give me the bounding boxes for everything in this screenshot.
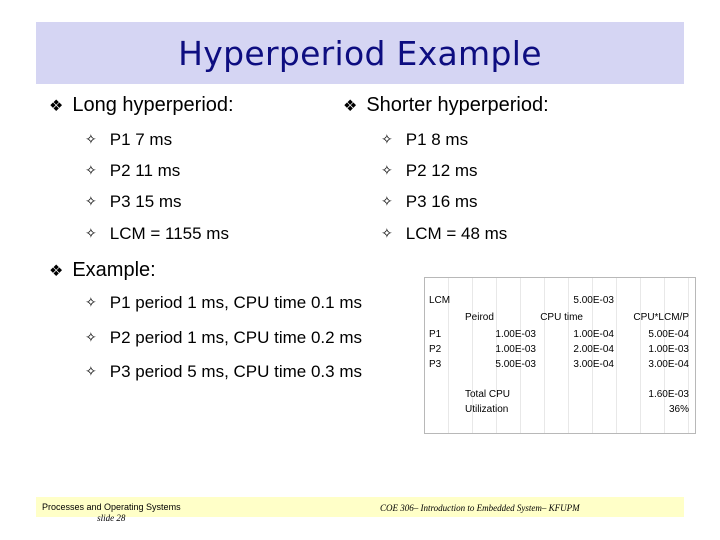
product-value: 5.00E-04	[648, 329, 689, 340]
long-hyperperiod-heading	[49, 94, 234, 117]
spreadsheet-table	[424, 277, 696, 434]
slide-title: Hyperperiod Example	[178, 33, 542, 73]
item-text: P1 8 ms	[405, 130, 469, 149]
heading-text: Example:	[72, 259, 156, 281]
diamond-bullet-icon: ❖	[49, 262, 64, 280]
column-header: Peirod	[465, 312, 494, 323]
product-value: 1.00E-03	[648, 344, 689, 355]
title-bar	[36, 22, 684, 84]
star-bullet-icon: ✧	[381, 163, 393, 179]
period-value: 1.00E-03	[495, 329, 536, 340]
star-bullet-icon: ✧	[381, 132, 393, 148]
column-header: CPU time	[540, 312, 583, 323]
long-item	[85, 192, 182, 212]
cpu-value: 3.00E-04	[573, 359, 614, 370]
item-text: P3 15 ms	[109, 192, 182, 211]
column-header: CPU*LCM/P	[633, 312, 689, 323]
product-value: 3.00E-04	[648, 359, 689, 370]
lcm-label: LCM	[429, 295, 451, 306]
star-bullet-icon: ✧	[85, 226, 97, 242]
heading-text: Shorter hyperperiod:	[366, 94, 549, 116]
lcm-value: 5.00E-03	[573, 295, 614, 306]
row-label: P1	[429, 329, 442, 340]
shorter-item	[381, 161, 478, 181]
item-text: P2 11 ms	[109, 161, 181, 180]
item-text: P2 period 1 ms, CPU time 0.2 ms	[109, 328, 362, 347]
example-item	[85, 328, 362, 348]
item-text: LCM = 48 ms	[405, 224, 508, 243]
shorter-hyperperiod-heading	[343, 94, 549, 117]
shorter-item	[381, 192, 478, 212]
shorter-item	[381, 224, 507, 244]
long-item	[85, 130, 172, 150]
heading-text: Long hyperperiod:	[72, 94, 234, 116]
utilization-value: 36%	[668, 404, 689, 415]
row-label: P3	[429, 359, 442, 370]
total-cpu-value: 1.60E-03	[648, 389, 689, 400]
row-label: P2	[429, 344, 442, 355]
utilization-label: Utilization	[465, 404, 509, 415]
footer-left	[42, 502, 181, 524]
total-cpu-label: Total CPU	[465, 389, 511, 400]
star-bullet-icon: ✧	[85, 132, 97, 148]
cpu-value: 1.00E-04	[573, 329, 614, 340]
long-item	[85, 161, 180, 181]
item-text: P3 16 ms	[405, 192, 478, 211]
star-bullet-icon: ✧	[85, 194, 97, 210]
long-item	[85, 224, 229, 244]
item-text: LCM = 1155 ms	[109, 224, 229, 243]
item-text: P1 period 1 ms, CPU time 0.1 ms	[109, 293, 362, 312]
example-item	[85, 362, 362, 382]
footer-right: COE 306– Introduction to Embedded System– KFUPM	[380, 503, 580, 513]
star-bullet-icon: ✧	[85, 330, 97, 346]
shorter-item	[381, 130, 468, 150]
star-bullet-icon: ✧	[381, 226, 393, 242]
star-bullet-icon: ✧	[85, 364, 97, 380]
example-item	[85, 293, 362, 313]
item-text: P2 12 ms	[405, 161, 478, 180]
cpu-value: 2.00E-04	[573, 344, 614, 355]
star-bullet-icon: ✧	[381, 194, 393, 210]
period-value: 1.00E-03	[495, 344, 536, 355]
diamond-bullet-icon: ❖	[49, 97, 64, 115]
footer-bar	[36, 497, 684, 523]
diamond-bullet-icon: ❖	[343, 97, 358, 115]
example-heading	[49, 259, 156, 282]
star-bullet-icon: ✧	[85, 295, 97, 311]
item-text: P3 period 5 ms, CPU time 0.3 ms	[109, 362, 362, 381]
slide-number: slide 28	[97, 513, 126, 523]
star-bullet-icon: ✧	[85, 163, 97, 179]
item-text: P1 7 ms	[109, 130, 173, 149]
course-name: Processes and Operating Systems	[42, 502, 181, 512]
period-value: 5.00E-03	[495, 359, 536, 370]
